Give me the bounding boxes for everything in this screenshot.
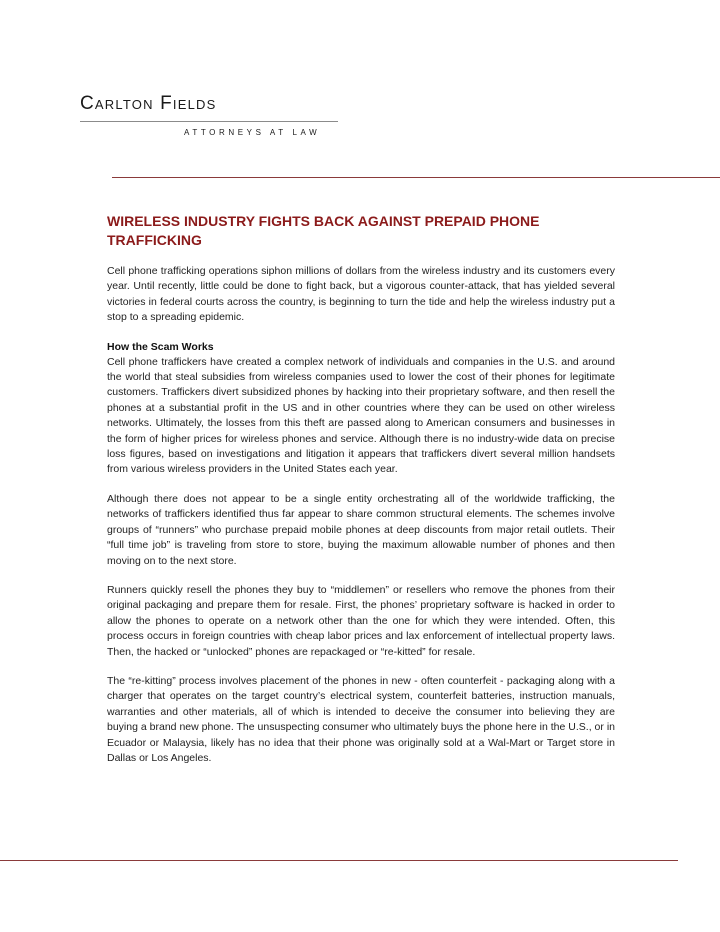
body-paragraph-1: Cell phone traffickers have created a complex network of individuals and companies in the U.S. and around the world that steal subsidies from wireless companies used to lower the cost of their phones for legitimate customers. Traffickers divert subsidized phones by hacking into their proprietary software, and then resell the phones at a substantial profit in the US and in other countries where they can be used on other wireless networks. Ultimately, the losses from this theft are passed along to American consumers and businesses in the form of higher prices for wireless phones and service. Although there is no industry-wide data on precise loss figures, based on investigations and litigation it appears that traffickers divert several million handsets from various wireless providers in the United States each year. — [107, 355, 615, 476]
logo-divider — [80, 121, 338, 122]
body-paragraph-3: Runners quickly resell the phones they buy to “middlemen” or resellers who remove the phones from their original packaging and prepare them for resale. First, the phones’ proprietary software is hacked in order to allow the phones to operate on a network other than the one for which they were intended. Often, this process occurs in foreign countries with cheap labor prices and lax enforcement of intellectual property laws. Then, the hacked or “unlocked” phones are repackaged or “re-kitted” for resale. — [107, 583, 615, 658]
header-rule — [112, 177, 720, 178]
body-paragraph-4: The “re-kitting” process involves placement of the phones in new - often counterfeit - packaging along with a charger that operates on the target country’s electrical system, counterfeit batteries, instruction manuals, warranties and other materials, all of which is intended to deceive the consumer into believing they are buying a brand new phone. The unsuspecting consumer who ultimately buys the phone here in the U.S., or in Ecuador or Malaysia, likely has no idea that their phone was originally sold at a Wal-Mart or Target store in Dallas or Los Angeles. — [107, 674, 615, 764]
article-body — [107, 212, 615, 780]
section-heading: How the Scam Works — [107, 340, 214, 353]
logo-firm-name: Carlton Fields — [80, 93, 217, 114]
intro-paragraph: Cell phone trafficking operations siphon millions of dollars from the wireless industry and its customers every year. Until recently, little could be done to fight back, but a vigorous counter-attack, that has yielded several victories in federal courts across the country, is beginning to turn the tide and help the wireless industry put a stop to a spreading epidemic. — [107, 265, 615, 324]
article-title: WIRELESS INDUSTRY FIGHTS BACK AGAINST PREPAID PHONE TRAFFICKING — [107, 213, 540, 248]
firm-logo — [80, 93, 342, 137]
footer-rule — [0, 860, 678, 861]
body-paragraph-2: Although there does not appear to be a single entity orchestrating all of the worldwide trafficking, the networks of traffickers identified thus far appear to share common structural elements. The schemes involve groups of “runners” who purchase prepaid mobile phones at deep discounts from major retail outlets. Their “full time job” is traveling from store to store, buying the maximum allowable number of phones and then moving on to the next store. — [107, 492, 615, 567]
logo-tagline: ATTORNEYS AT LAW — [184, 128, 321, 137]
